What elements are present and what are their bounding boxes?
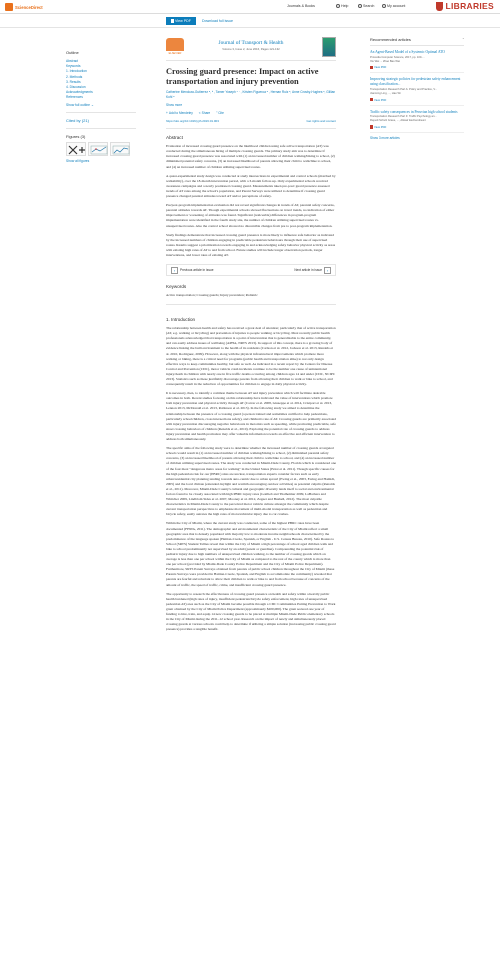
cite-button[interactable]: ” Cite xyxy=(216,111,224,116)
divider xyxy=(66,128,136,129)
recommended-pdf-link[interactable] xyxy=(370,98,464,102)
logo-text: ScienceDirect xyxy=(15,4,43,10)
chevron-down-icon: ⌄ xyxy=(91,102,94,107)
mendeley-label: Add to Mendeley xyxy=(168,111,193,116)
figure-thumbnail[interactable] xyxy=(66,142,86,156)
introduction-heading: 1. Introduction xyxy=(166,317,196,323)
show-more-link[interactable]: Show more xyxy=(166,103,183,108)
divider xyxy=(66,112,136,113)
recommended-item xyxy=(370,106,464,133)
pdf-icon xyxy=(370,66,373,70)
show-full-outline-link[interactable] xyxy=(66,103,136,107)
outline-item-introduction[interactable]: 1. Introduction xyxy=(66,69,87,74)
outline-item-abstract[interactable]: Abstract xyxy=(66,59,79,63)
view-pdf-label: View PDF xyxy=(175,19,191,23)
outline-item-results[interactable]: 3. Results xyxy=(66,79,81,84)
abstract-paragraph: Evaluation of increased crossing guard presence on the likelihood children using safe active transportation (AT) was conducted during the simultaneous hiring of multiple crossing guards. The primary study aim was to determine if increased crossing guard presence was associated with (1) an increased number of children walking/biking to school, (2) diminished parental safety concerns, (3) an increased likelihood of parents allowing their child to walk/bike to school, and (4) an increased number of children utilizing supervised routes. xyxy=(166,144,335,169)
journal-header xyxy=(166,36,336,61)
abstract-heading: Abstract xyxy=(166,135,183,141)
nav-search[interactable]: Search xyxy=(358,4,374,8)
shield-icon xyxy=(436,2,443,11)
left-sidebar xyxy=(66,50,136,163)
share-label: Share xyxy=(201,111,211,116)
pdf-icon xyxy=(171,19,174,23)
recommended-title-link[interactable]: Traffic safety consequences in Peruvian high school students xyxy=(370,109,458,114)
previous-article-link[interactable] xyxy=(171,267,213,274)
doi-link[interactable]: https://doi.org/10.1016/j.jth.2016.01.003 xyxy=(166,119,219,124)
libraries-logo[interactable] xyxy=(436,1,494,11)
share-button[interactable]: < Share xyxy=(198,111,211,116)
body-paragraph: The relationship between health and safety has received a great deal of attention; particularly that of active transportation (AT, e.g. walking or bicycling) and prevention of injuries to people walking or bicycling. Most recently public health professionals acknowledged that transportation is a point of intervention that is generalizable to the entire community, and can easily address issues of wellbeing (APHA, NRTS 2013). In support of this concept, there is a growing body of evidence linking the built environment to the health of its residents (Carlson et al. 2012, Jackson et al. 2013, Renalds et al. 2010, Rodriguez, 2009). However, along with the physical infrastructural improvements which promote more walking or biking, there is a critical need for programs (public health and transportation alike) to not only design effective ways to keep communities healthy, but safe as well. As indicated in a recent report by the Centers for Disease Control and Prevention (CDC), motor vehicle crash incidents continue to be the number one cause of unintentional injury/death in children with nearly one in five traffic deaths occurring among children ages 14 and under (CDC, NCIPC 2013). Statistics such as these justifiably discourage parents from allowing their children to walk or bike to school, and consequently result in the reduction of opportunities for children to engage in daily physical activity. xyxy=(166,326,336,387)
recommended-title: Recommended articles xyxy=(370,37,411,42)
cite-label: Cite xyxy=(218,111,224,116)
top-bar xyxy=(0,0,500,14)
article-navigation xyxy=(166,264,336,276)
recommended-pdf-link[interactable] xyxy=(370,125,464,129)
pdf-label: View PDF xyxy=(374,65,387,70)
outline-heading: Outline xyxy=(66,50,79,55)
sciencedirect-logo[interactable] xyxy=(5,3,43,11)
figure-thumbnails xyxy=(66,142,136,156)
pdf-label: View PDF xyxy=(374,97,387,102)
recommended-sidebar xyxy=(370,37,464,140)
chevron-left-icon: ‹ xyxy=(171,267,178,274)
keywords-heading: Keywords xyxy=(166,284,187,290)
next-article-link[interactable] xyxy=(294,267,331,274)
chevron-right-icon: › xyxy=(324,267,331,274)
outline-item-discussion[interactable]: 4. Discussion xyxy=(66,85,86,90)
article-main xyxy=(166,36,336,636)
download-full-issue-link[interactable]: Download full issue xyxy=(202,19,233,23)
figure-thumbnail[interactable] xyxy=(110,142,130,156)
show-all-figures-link[interactable]: Show all figures xyxy=(66,158,90,163)
abstract-paragraph: Study findings demonstrate that increased crossing guard presence is more likely to influence safe behavior as indicated by the increased numbers of children engaging in predictable pedestrian behaviours through their use of supervised routes. Results suggest a prioritization towards engaging in and acknowledging safety behavior physical activity as areas with existing high rates of AT to and from school. Future studies will include longer observation periods, longer interventions, and lower rates of existing AT. xyxy=(166,232,336,257)
next-label: Next article in issue xyxy=(294,268,322,273)
body-paragraph: The specific aims of the following study were to determine whether the increased number of crossing guards at targeted schools would result in (1) an increased number of children walking/biking to school, (2) diminished parental safety concerns, (3) an increased likelihood of parents allowing their child to walk/bike to school, and (4) an increased number of children utilizing supervised routes. The study was conducted in Miami-Dade County, Florida which is considered one of the four most "dangerous metro areas for walking" in the United States (Ernst et al. 2011). Though specific causes for the high pedestrian risk for our (PBRC) sites are unclear, transportation experts consider factors such as early urban/residential city planning tending towards auto-centric due to urban sprawl (Ewing et al., 2003, Ewing and Hamidi, 2005) and the local climate (extended daylight and warmth encouraging outdoor activities) as potential culprits (Renalds et al., 2011). Moreover, Miami-Dade County's cultural and geographic diversity lends itself to social and environmental factors found to be closely associated with high PBRC injury rates (Gottlieb and Thalheimer 2009, LaBarbera and Whitcher 2009, Lindblom Sides et al. 2007, Mooney et al. 2012, Zegeer and Bushell, 2012). The most culpable characteristics in Miami-Dade County to the perceived motor vehicle culture amongst the community which despite current transportation perspectives to emphasize movement of multi-modal transportation as well as pedestrian and bicycle safety, easily outrates the high rates of motorvehicular injury due to car crashes. xyxy=(166,446,337,517)
recommended-authors: Jianming Ling, ..., Hao Wi xyxy=(370,91,401,95)
libraries-text: LIBRARIES xyxy=(445,1,494,11)
recommended-item xyxy=(370,46,464,73)
help-icon xyxy=(336,4,340,8)
outline-item-references[interactable]: References xyxy=(66,95,83,100)
outline-item-methods[interactable]: 2. Methods xyxy=(66,74,83,79)
show-more-articles-link[interactable]: Show 3 more articles xyxy=(370,135,400,140)
body-paragraph: It is necessary, then, to identify a common theme between AT and injury prevention which will facilitate desirable outcomes in both. Recent studies focusing on this relationship have indicated the value of interventions which promote both injury prevention and physical activity through AT (Carver et al. 2008, Giuseppe et al. 2014, Cristport et al. 2013, Lennon 2013, McDonald et al. 2013, Robinson et al. 2013). In the following study we aimed to determine the relationship between the presence of a crossing guard (a person trained and sometimes certified to help pedestrians, particularly schoolchildren, cross intersections safely), and children's rate of AT. Crossing guards are primarily associated with injury prevention discouraging negative behaviours in motorists such as speeding, while promoting predictable, safe street crossing behaviors of children (Renalds et al., 2010). Exploring the potential role of crossing guards to address injury prevention and health promotion may offer valuable information towards an effective and efficient intervention to address both simultaneously. xyxy=(166,391,336,442)
search-icon xyxy=(358,4,362,8)
abstract-paragraph: Pre/post-program implementation evaluation did not reveal significant changes in trends of AT, parental safety concerns, parental attitudes towards AT. Though experimental schools showed fluctuations on travel trends, no indication of either improvement or worsening of attitudes was found. Significant (noticeable) differences in program-program implementation were identified in the fourth study site, the number of children utilizing supervised routes vs. unsupervised routes. Also the control school showed no discernible changes from pre to post-program implementation. xyxy=(166,203,335,228)
recommended-journal: Transportation Research Part F: Traffic Psychology an... xyxy=(370,115,437,119)
action-bar xyxy=(0,14,500,28)
journal-cover-image[interactable] xyxy=(322,37,336,57)
author-list[interactable]: Catherine Mendoza-Gutierrez ᵃ, ᵇ , Tamer Yoseph ᶜ · , Kristen Figueroa ᵃ , Hernan Ruiz ᵃ, Anne Crosby-Hughes ᵃ, Gillian Kohl ᵃ xyxy=(166,90,336,100)
abstract-paragraph: A quasi-experimental study design was conducted at study intersections in experimental and control schools (matched by walkability), over the 18-month intervention period, with a 3-month follow-up. Only experimental schools received awareness campaigns and a newly positioned crossing guard. Measurements taken pre-post: guard presence assessed trends of AT rates among the school's population, and Parent Surveys were utilized to determine if crossing guard presence changed parental attitudes toward AT and/or perceptions of safety. xyxy=(166,173,336,199)
recommended-item xyxy=(370,73,464,105)
pdf-icon xyxy=(370,98,373,102)
recommended-heading xyxy=(370,37,464,46)
chevron-up-icon[interactable]: ˆ xyxy=(462,37,464,42)
publisher-name: ELSEVIER xyxy=(168,52,182,55)
figure-thumbnail[interactable] xyxy=(88,142,108,156)
pdf-icon xyxy=(370,125,373,129)
journal-issue-meta: Volume 3, Issue 2, June 2016, Pages 121-132 xyxy=(222,47,280,51)
view-pdf-button[interactable] xyxy=(166,17,196,25)
recommended-authors: Xiu Wei ... Zhao Bao Wei xyxy=(370,59,400,63)
user-icon xyxy=(382,4,386,8)
rights-link[interactable]: Get rights and content xyxy=(306,119,336,124)
previous-label: Previous article in issue xyxy=(180,268,214,273)
pdf-label: View PDF xyxy=(374,124,387,129)
article-title: Crossing guard presence: Impact on active transportation and injury prevention xyxy=(166,67,319,86)
recommended-journal: Procedia Computer Science, 2017, pp. 100-... xyxy=(370,55,425,59)
recommended-authors: Rayudi Schulz Grave, ..., Alistair Eschendraunt xyxy=(370,119,426,123)
outline-item-acknowledgments[interactable]: Acknowledgments xyxy=(66,90,93,95)
figures-heading: Figures (3) xyxy=(66,133,86,139)
add-to-mendeley-button[interactable]: + Add to Mendeley xyxy=(166,111,193,116)
cited-by-link[interactable]: Cited by (21) xyxy=(66,117,89,123)
body-paragraph: The opportunity to research the effectiveness of crossing guard presence on health and safety within a heavily public health burdened (high rates of injury, insufficient pedestrian/bicycle safety enforcement, high rates of unsupervised pedestrian AT) area such as the City of Miami became possible through a CDC Communities Putting Prevention to Work grant obtained by the City of Miami Police Department (approximately $200,000). The grant secured one year of funding to hire, train, and equip 14 new crossing guards to be placed at multiple Miami-Dade Public elementary schools in the City of Miami during the 2011–12 school year. Research on the impact of newly and simultaneously placed crossing guards at various schools could help to determine if utilizing a simple solution (increasing public crossing guard presence) provides a tangible benefit. xyxy=(166,591,336,632)
nav-account[interactable]: My account xyxy=(382,4,405,8)
outline-item-keywords[interactable]: Keywords xyxy=(66,64,81,69)
doi-row xyxy=(166,119,336,129)
body-paragraph: Within the City of Miami, where the current study was conducted, some of the highest PBRC rates have been documented (FHWA, 2011). The demographic and environmental characteristic of the City of Miami reflect a small geographic area that is densely populated with majority low to moderate income neighborhoods characterized by the predominance of the language spoken (Haitian-Creole, Spanish, or English - U.S. Census Bureau, 2010). Safe Routes to School (SRTS) Student Tallies reveal that within the City of Miami a high percentage of school aged children walk and bike to school predominantly not supervised by an adult (parent or guardian). Compounding the potential risk of pediatric injury due to high numbers of unsupervised children walking, is the number of crossing guards which on average is less than one per school within the City of Miami as compared to the rest of the county which is more than one per school (provided by Miami-Dade County Police Department and the City of Miami Police Department). Furthermore, SRTS Parent Surveys obtained from parents of public school children throughout the City of Miami (these Parents Surveys were provided in Haitian-Creole, Spanish, and English to accommodate the community) revealed that parents are fearful and reluctant to allow their children to walk or bike to and from school because of concerns of the amount of traffic, the speed of traffic, crime, and insufficient crossing guard presence. xyxy=(166,521,335,587)
article-actions xyxy=(166,111,336,115)
nav-journals[interactable]: Journals & Books xyxy=(287,4,315,8)
keywords-list: Active transportation; Crossing guards; Injury prevention; Pediatric xyxy=(166,293,336,305)
recommended-title-link[interactable]: Improving strategic policies for pedestrian safety enhancement using classification... xyxy=(370,77,461,87)
elsevier-mark-icon xyxy=(5,3,13,11)
recommended-pdf-link[interactable] xyxy=(370,65,464,69)
recommended-journal: Transportation Research Part A: Policy and Practice, V... xyxy=(370,87,438,91)
nav-help[interactable]: Help xyxy=(336,4,348,8)
journal-name-link[interactable]: Journal of Transport & Health xyxy=(218,40,284,46)
show-full-outline-label: Show full outline xyxy=(66,102,91,107)
recommended-title-link[interactable]: An Agent-Based Model of a Systemic Optimal ATO xyxy=(370,50,445,54)
